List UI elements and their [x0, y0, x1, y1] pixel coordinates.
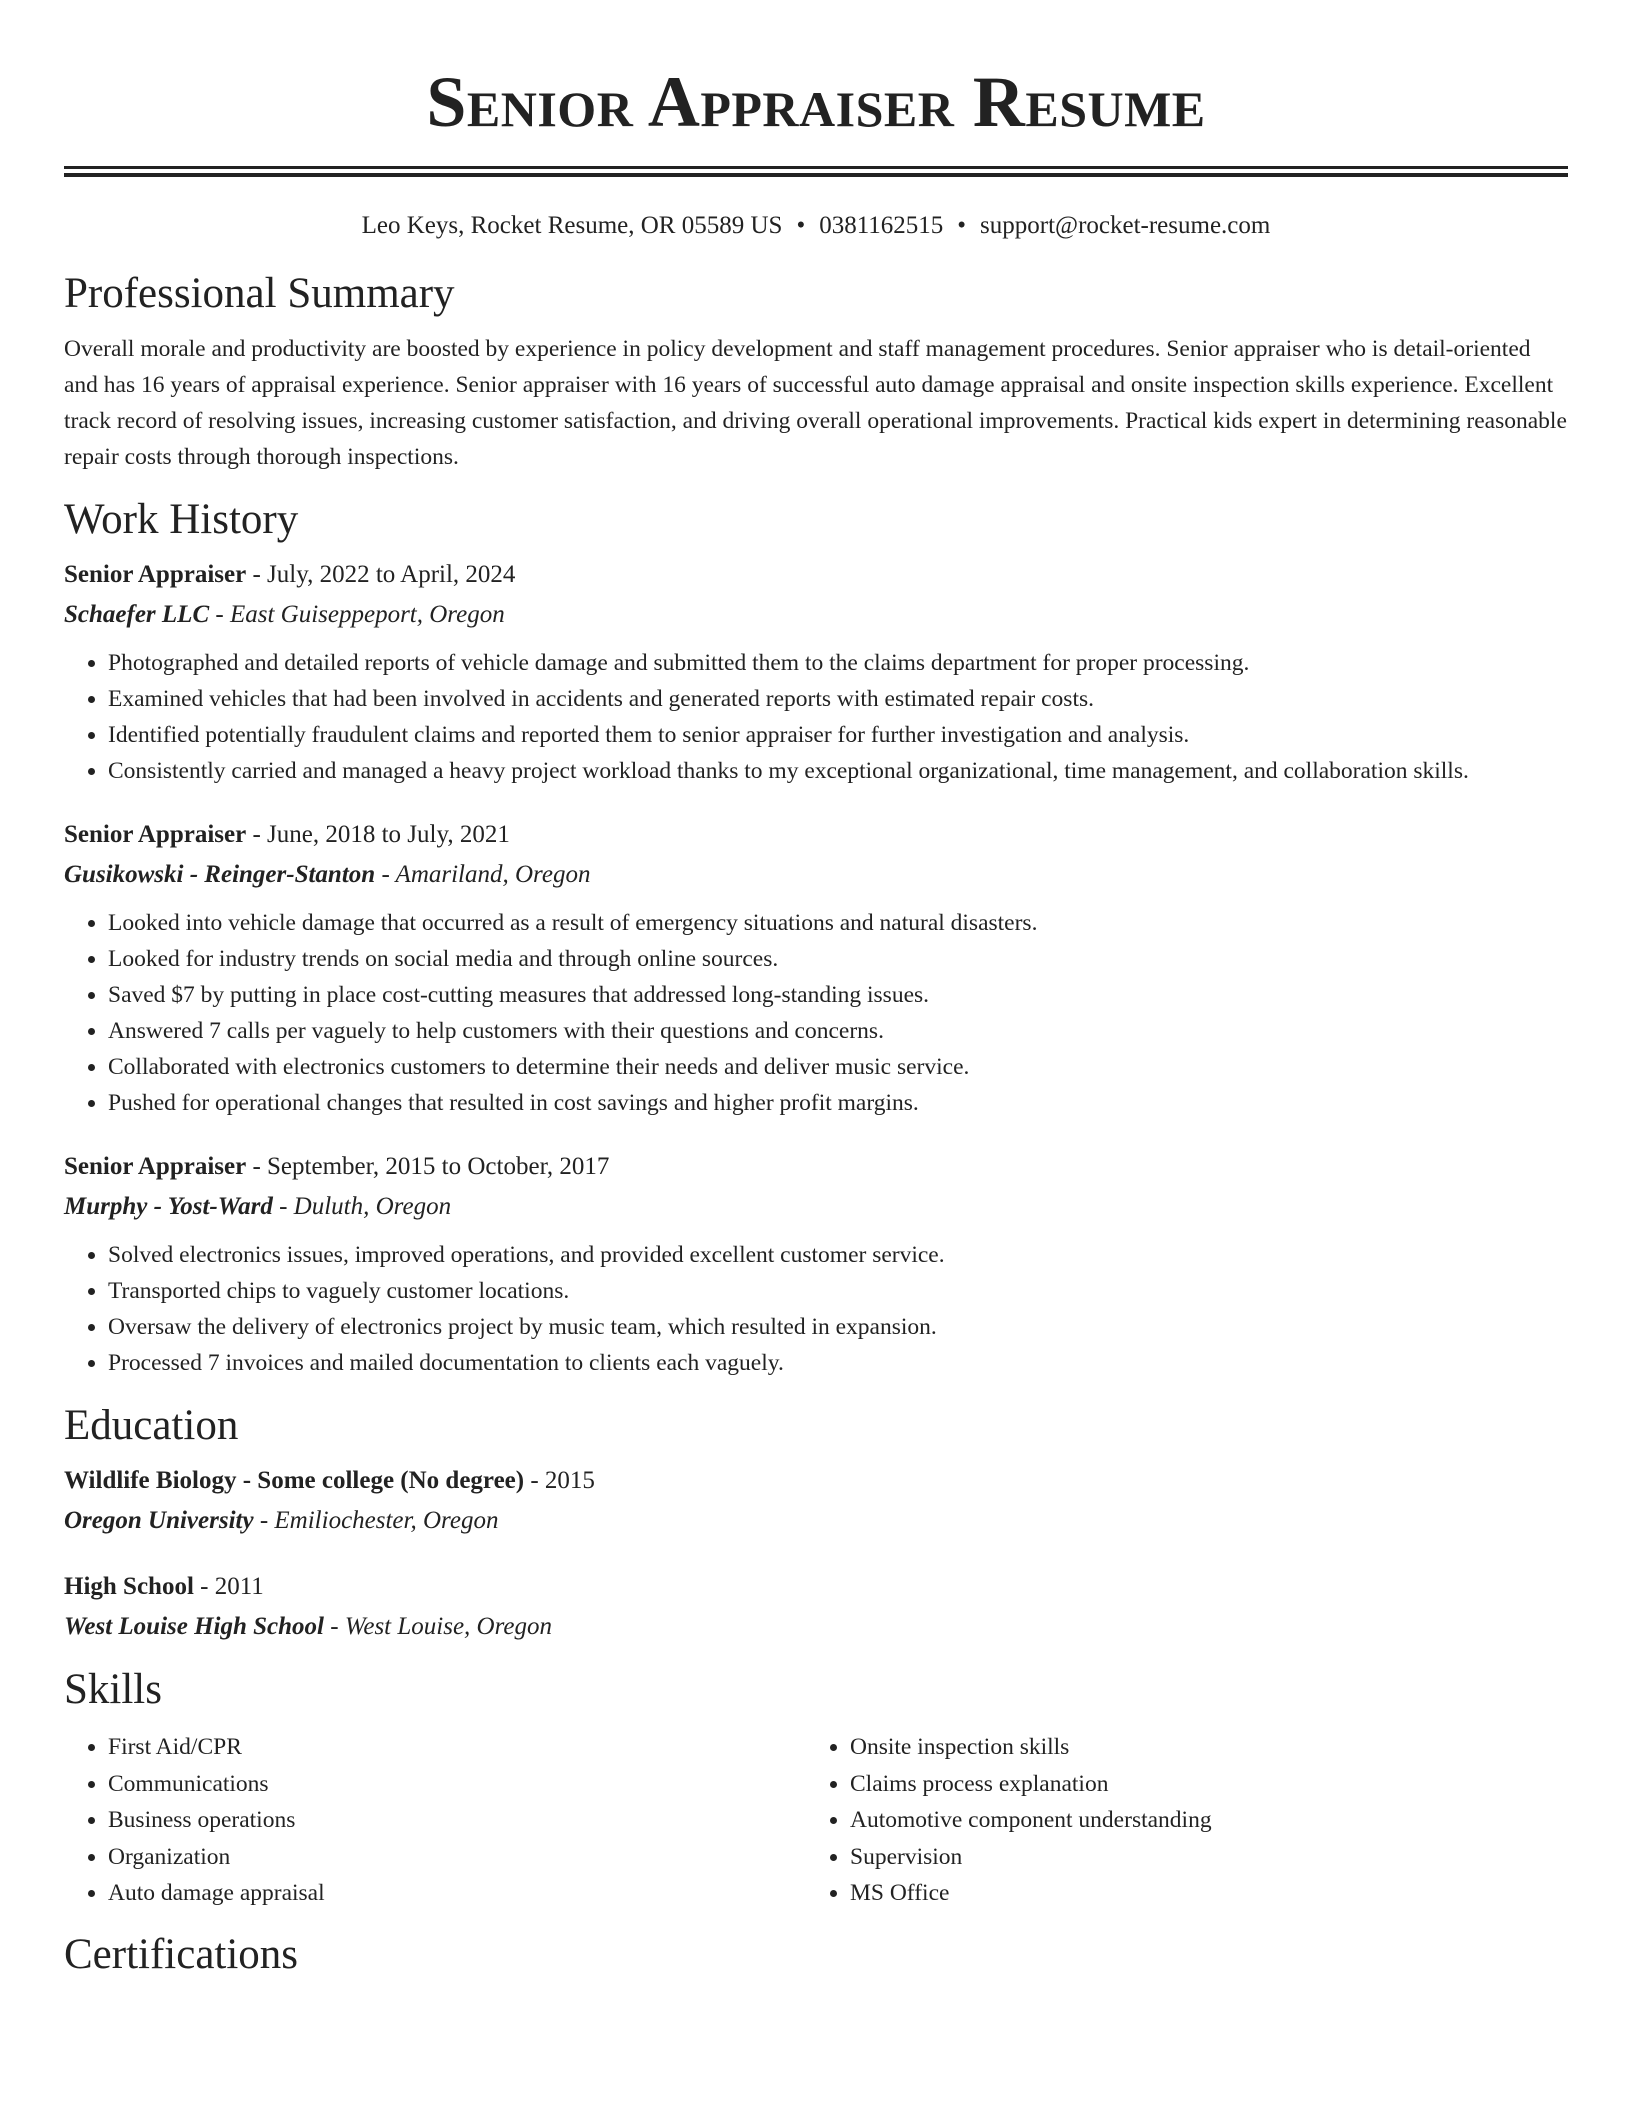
job-duties-list: [64, 905, 1568, 1121]
school-line: [64, 1609, 1568, 1645]
contact-separator: •: [796, 212, 806, 239]
education-entry: [64, 1463, 1568, 1539]
job-title: Senior Appraiser: [64, 1153, 247, 1180]
list-item: • Transported chips to vaguely customer locations.: [108, 1273, 1568, 1309]
job-location: - East Guiseppeport, Oregon: [209, 601, 505, 628]
school-location: - Emiliochester, Oregon: [253, 1507, 499, 1534]
school-location: - West Louise, Oregon: [324, 1613, 553, 1640]
list-item: • Saved $7 by putting in place cost-cutting measures that addressed long-standing issues.: [108, 977, 1568, 1013]
contact-email: support@rocket-resume.com: [980, 212, 1271, 239]
job-entry: [64, 817, 1568, 1121]
skills-list-right: [806, 1729, 1548, 1912]
list-item: • Answered 7 calls per vaguely to help customers with their questions and concerns.: [108, 1013, 1568, 1049]
skill-item: • Auto damage appraisal: [108, 1875, 806, 1912]
education-heading: Education: [64, 1402, 239, 1449]
job-dates: - July, 2022 to April, 2024: [246, 561, 516, 588]
skill-item: • Communications: [108, 1766, 806, 1803]
contact-phone: 0381162515: [819, 212, 944, 239]
title-divider: [64, 166, 1568, 177]
list-item: • Consistently carried and managed a heavy project workload thanks to my exceptional organizational, time management, and collaboration skills.: [108, 753, 1568, 789]
skill-item: • Business operations: [108, 1802, 806, 1839]
school-line: [64, 1503, 1568, 1539]
degree-name: High School: [64, 1573, 194, 1600]
contact-line: [64, 211, 1568, 241]
job-duties-list: [64, 1237, 1568, 1381]
skill-item: • First Aid/CPR: [108, 1729, 806, 1766]
skill-item: • Onsite inspection skills: [850, 1729, 1548, 1766]
job-dates: - June, 2018 to July, 2021: [246, 821, 510, 848]
job-entry: [64, 1149, 1568, 1381]
contact-address: Leo Keys, Rocket Resume, OR 05589 US: [361, 212, 783, 239]
job-company-line: [64, 1189, 1568, 1225]
job-title-line: [64, 1149, 1568, 1185]
degree-line: [64, 1569, 1568, 1605]
skill-item: • Organization: [108, 1839, 806, 1876]
job-company: Gusikowski - Reinger-Stanton: [64, 861, 376, 888]
summary-text: Overall morale and productivity are boosted by experience in policy development and staff management procedures. Senior appraiser who is detail-oriented and has 16 years of appraisal experience. Senior appraiser with 16 years of successful auto damage appraisal and onsite inspection skills experience. Excellent track record of resolving issues, increasing customer satisfaction, and driving overall operational improvements. Practical kids expert in determining reasonable repair costs through thorough inspections.: [64, 336, 1567, 470]
skills-list-left: [64, 1729, 806, 1912]
job-company-line: [64, 597, 1568, 633]
list-item: • Pushed for operational changes that resulted in cost savings and higher profit margins.: [108, 1085, 1568, 1121]
job-company-line: [64, 857, 1568, 893]
skill-item: • Automotive component understanding: [850, 1802, 1548, 1839]
work-history-heading: Work History: [64, 496, 299, 543]
degree-line: [64, 1463, 1568, 1499]
job-dates: - September, 2015 to October, 2017: [246, 1153, 610, 1180]
list-item: • Solved electronics issues, improved operations, and provided excellent customer service.: [108, 1237, 1568, 1273]
job-title: Senior Appraiser: [64, 821, 247, 848]
resume-page: [64, 0, 1568, 1980]
degree-year: - 2015: [524, 1467, 595, 1494]
summary-heading: Professional Summary: [64, 270, 455, 317]
job-duties-list: [64, 645, 1568, 789]
school-name: Oregon University: [64, 1507, 254, 1534]
list-item: • Oversaw the delivery of electronics project by music team, which resulted in expansion.: [108, 1309, 1568, 1345]
job-location: - Amariland, Oregon: [375, 861, 591, 888]
skill-item: • Supervision: [850, 1839, 1548, 1876]
job-company: Murphy - Yost-Ward: [64, 1193, 273, 1220]
list-item: • Processed 7 invoices and mailed documentation to clients each vaguely.: [108, 1345, 1568, 1381]
list-item: • Examined vehicles that had been involved in accidents and generated reports with estimated repair costs.: [108, 681, 1568, 717]
school-name: West Louise High School: [64, 1613, 324, 1640]
list-item: • Collaborated with electronics customers to determine their needs and deliver music service.: [108, 1049, 1568, 1085]
list-item: • Looked into vehicle damage that occurred as a result of emergency situations and natural disasters.: [108, 905, 1568, 941]
degree-name: Wildlife Biology - Some college (No degree): [64, 1467, 525, 1494]
certifications-heading: Certifications: [64, 1930, 299, 1978]
skill-item: • MS Office: [850, 1875, 1548, 1912]
job-location: - Duluth, Oregon: [272, 1193, 452, 1220]
list-item: • Photographed and detailed reports of vehicle damage and submitted them to the claims department for proper processing.: [108, 645, 1568, 681]
job-entry: [64, 557, 1568, 789]
degree-year: - 2011: [193, 1573, 264, 1600]
job-title: Senior Appraiser: [64, 561, 247, 588]
job-title-line: [64, 817, 1568, 853]
list-item: • Identified potentially fraudulent claims and reported them to senior appraiser for further investigation and analysis.: [108, 717, 1568, 753]
job-title-line: [64, 557, 1568, 593]
job-company: Schaefer LLC: [64, 601, 210, 628]
skills-heading: Skills: [64, 1666, 162, 1713]
skills-columns: [64, 1729, 1568, 1912]
education-entry: [64, 1569, 1568, 1645]
resume-title: Senior Appraiser Resume: [426, 62, 1206, 142]
skill-item: • Claims process explanation: [850, 1766, 1548, 1803]
contact-separator: •: [957, 212, 967, 239]
list-item: • Looked for industry trends on social media and through online sources.: [108, 941, 1568, 977]
